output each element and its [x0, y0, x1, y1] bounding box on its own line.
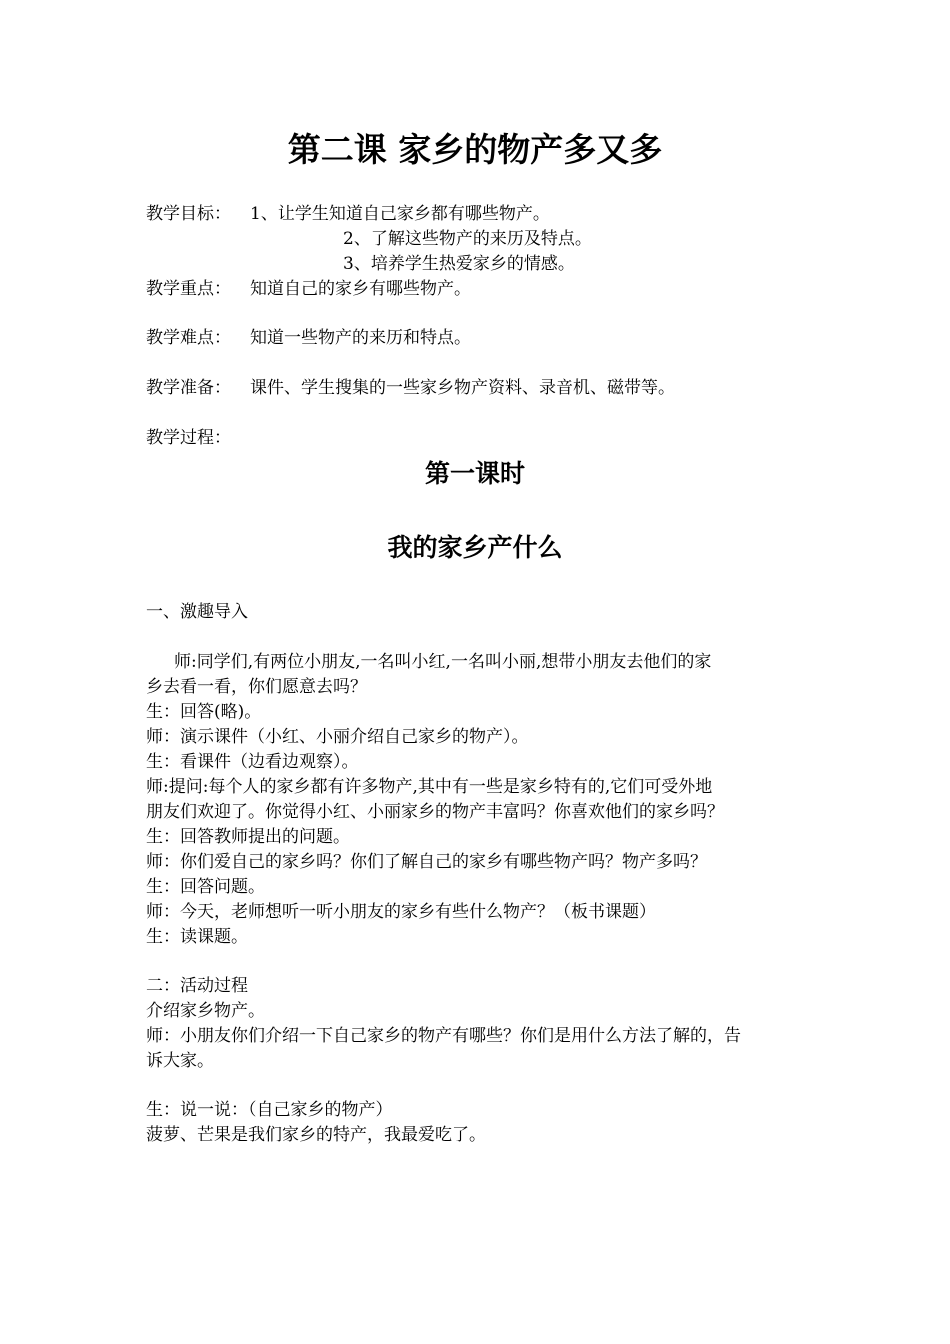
process-label: 教学过程：	[146, 428, 231, 448]
section1-line: 师：你们爱自己的家乡吗？你们了解自己的家乡有哪些物产吗？物产多吗？	[146, 852, 707, 872]
section2-line: 诉大家。	[146, 1051, 214, 1071]
section1-line: 乡去看一看，你们愿意去吗？	[146, 677, 367, 697]
section1-heading: 一、激趣导入	[146, 602, 248, 622]
preparation-label: 教学准备：	[146, 378, 231, 398]
section1-line: 师:同学们,有两位小朋友,一名叫小红,一名叫小丽,想带小朋友去他们的家	[174, 652, 712, 672]
section1-line: 师：演示课件（小红、小丽介绍自己家乡的物产）。	[146, 727, 529, 747]
objective-item-3: 3、培养学生热爱家乡的情感。	[343, 254, 575, 274]
section2-heading: 二：活动过程	[146, 976, 248, 996]
objective-item-1: 1、让学生知道自己家乡都有哪些物产。	[250, 204, 550, 224]
section2-line: 介绍家乡物产。	[146, 1001, 265, 1021]
key-point-text: 知道自己的家乡有哪些物产。	[250, 279, 471, 299]
difficulty-label: 教学难点：	[146, 328, 231, 348]
lesson-heading: 我的家乡产什么	[387, 533, 563, 562]
section1-line: 师：今天，老师想听一听小朋友的家乡有些什么物产？（板书课题）	[146, 902, 656, 922]
section1-line: 生：回答教师提出的问题。	[146, 827, 350, 847]
objectives-label: 教学目标：	[146, 204, 231, 224]
section1-line: 师:提问:每个人的家乡都有许多物产,其中有一些是家乡特有的,它们可受外地	[146, 777, 713, 797]
section1-line: 生：看课件（边看边观察）。	[146, 752, 359, 772]
difficulty-text: 知道一些物产的来历和特点。	[250, 328, 471, 348]
key-point-label: 教学重点：	[146, 279, 231, 299]
section2-line: 师：小朋友你们介绍一下自己家乡的物产有哪些？你们是用什么方法了解的，告	[146, 1026, 741, 1046]
session-heading: 第一课时	[424, 459, 525, 488]
preparation-text: 课件、学生搜集的一些家乡物产资料、录音机、磁带等。	[250, 378, 675, 398]
section1-line: 生：回答(略)。	[146, 702, 262, 722]
section1-line: 生：回答问题。	[146, 877, 265, 897]
section2-line: 菠萝、芒果是我们家乡的特产，我最爱吃了。	[146, 1125, 486, 1145]
page-title: 第二课 家乡的物产多又多	[287, 130, 663, 169]
objective-item-2: 2、了解这些物产的来历及特点。	[343, 229, 592, 249]
section1-line: 生：读课题。	[146, 927, 248, 947]
section2-line: 生：说一说：（自己家乡的物产）	[146, 1100, 393, 1120]
section1-line: 朋友们欢迎了。你觉得小红、小丽家乡的物产丰富吗？你喜欢他们的家乡吗？	[146, 802, 724, 822]
